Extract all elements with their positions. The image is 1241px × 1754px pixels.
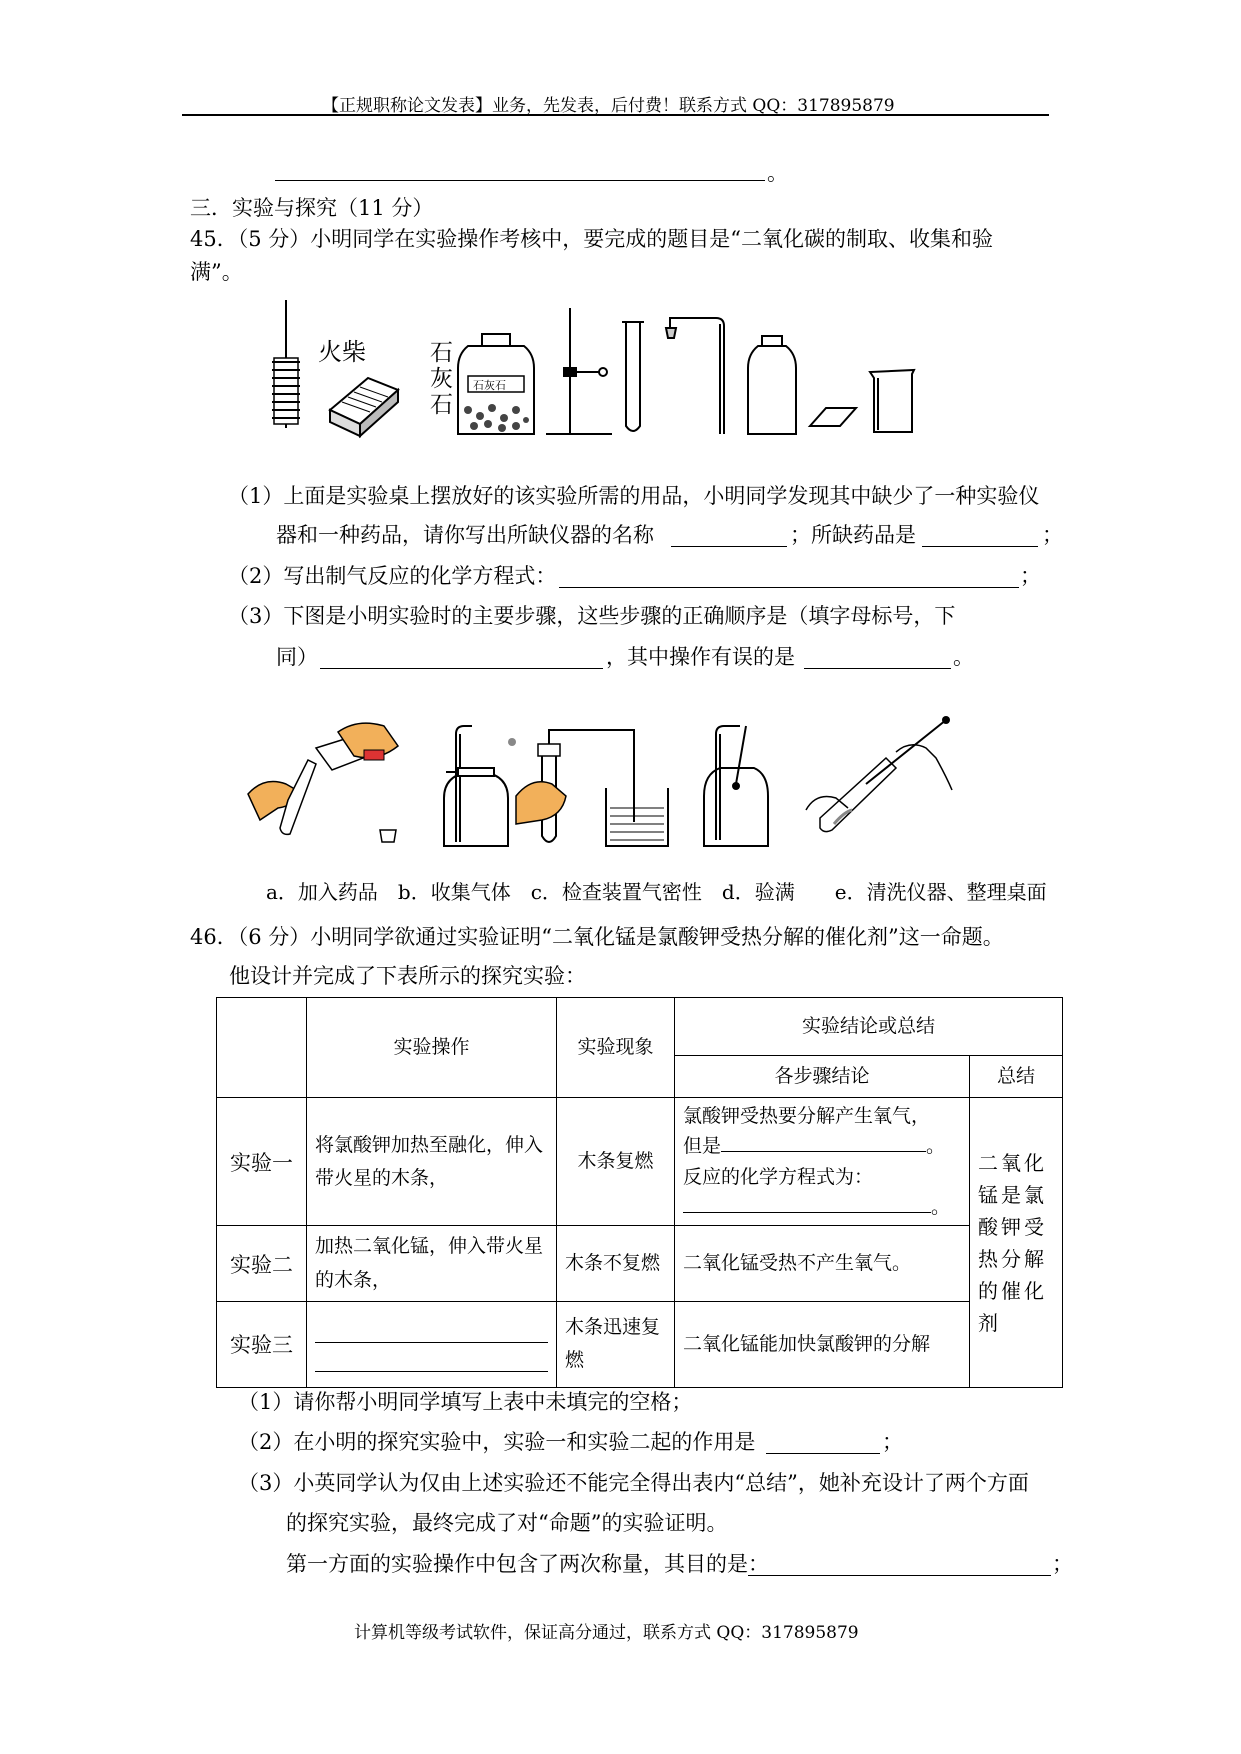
limestone-label-3: 石 xyxy=(430,392,453,418)
exp1-but-end: 。 xyxy=(926,1135,946,1158)
page-header: 【正规职称论文发表】业务，先发表，后付费！联系方式 QQ：317895879 xyxy=(322,96,895,116)
airtightness-check-illustration xyxy=(508,730,668,846)
exp1-conclusion-line4 xyxy=(683,1192,961,1222)
exp1-operation: 将氯酸钾加热至融化，伸入带火星的木条， xyxy=(307,1098,557,1226)
page-footer: 计算机等级考试软件，保证高分通过，联系方式 QQ：317895879 xyxy=(354,1623,859,1643)
hand-icon-3 xyxy=(516,782,566,824)
matchbox-icon xyxy=(318,338,398,436)
checking-full-illustration xyxy=(704,726,768,846)
exp3-conclusion: 二氧化锰能加快氯酸钾的分解 xyxy=(675,1301,970,1387)
q45-p1-line2-a: 器和一种药品，请你写出所缺仪器的名称 xyxy=(276,523,654,547)
col-header-step-conclusion: 各步骤结论 xyxy=(675,1056,970,1098)
weighing-purpose-blank[interactable] xyxy=(748,1575,1051,1576)
prev-end-mark: 。 xyxy=(767,161,788,185)
exp1-conclusion-line3: 反应的化学方程式为： xyxy=(683,1165,874,1188)
beaker-icon xyxy=(870,370,914,432)
exp1-conclusion-line2 xyxy=(683,1131,961,1161)
q45-p1-line2-b: ；所缺药品是 xyxy=(790,523,916,547)
q46-intro-line2: 他设计并完成了下表所示的探究实验： xyxy=(229,964,586,988)
equation-blank[interactable] xyxy=(559,587,1019,588)
exp3-operation xyxy=(307,1301,557,1387)
col-header-summary: 总结 xyxy=(970,1056,1063,1098)
delivery-tube-icon xyxy=(666,318,724,434)
gas-bottle-icon xyxy=(748,336,796,434)
hand-icon-5 xyxy=(896,745,952,790)
col-header-conclusion: 实验结论或总结 xyxy=(675,998,1063,1056)
limestone-label-2: 灰 xyxy=(430,366,453,392)
exp1-equation-end: 。 xyxy=(931,1196,951,1219)
q46-p3-line2: 的探究实验，最终完成了对“命题”的实验证明。 xyxy=(286,1511,728,1535)
q45-intro-line2: 满”。 xyxy=(190,260,243,284)
row-label-exp3: 实验三 xyxy=(217,1301,307,1387)
reagent-jar-icon xyxy=(458,334,534,434)
table-row xyxy=(217,1301,1063,1387)
test-tube-brush-icon xyxy=(272,300,300,428)
table-corner-cell xyxy=(217,998,307,1098)
q46-p3-line3: 第一方面的实验操作中包含了两次称量，其目的是： xyxy=(286,1552,769,1576)
adding-reagent-illustration xyxy=(248,723,398,842)
q45-p1-line2-end: ； xyxy=(1042,523,1063,547)
steps-figure xyxy=(246,712,1066,854)
limestone-label-1: 石 xyxy=(430,340,453,366)
header-rule xyxy=(182,114,1049,116)
role-blank[interactable] xyxy=(766,1453,880,1454)
exp3-operation-blank-2[interactable] xyxy=(315,1345,548,1372)
q46-p3-end: ； xyxy=(1052,1552,1073,1576)
exp1-but-blank[interactable] xyxy=(721,1131,926,1152)
q45-intro-line1: 45．（5 分）小明同学在实验操作考核中，要完成的题目是“二氧化碳的制取、收集和验 xyxy=(190,227,993,251)
exp1-conclusion xyxy=(675,1098,970,1226)
experiment-table xyxy=(216,997,1063,1388)
q45-p2-end: ； xyxy=(1020,564,1041,588)
q45-p3-line2-b: ，其中操作有误的是 xyxy=(606,645,795,669)
collecting-gas-illustration xyxy=(444,726,508,846)
col-header-phenomenon: 实验现象 xyxy=(557,998,675,1098)
section-title: 三．实验与探究（11 分） xyxy=(190,196,434,220)
summary-cell: 二氧化锰是氯酸钾受热分解的催化剂 xyxy=(970,1098,1063,1388)
order-blank[interactable] xyxy=(320,668,603,669)
row-label-exp1: 实验一 xyxy=(217,1098,307,1226)
but-text: 但是 xyxy=(683,1135,722,1158)
q46-intro-line1: 46．（6 分）小明同学欲通过实验证明“二氧化锰是氯酸钾受热分解的催化剂”这一命题。 xyxy=(190,925,1004,949)
exp1-conclusion-line1: 氯酸钾受热要分解产生氧气， xyxy=(683,1104,931,1127)
jar-label: 石灰石 xyxy=(473,379,506,392)
apparatus-figure xyxy=(250,298,980,443)
table-row xyxy=(217,1098,1063,1226)
exp1-equation-blank[interactable] xyxy=(683,1192,931,1213)
stopper-icon xyxy=(380,830,396,842)
test-tube-icon xyxy=(622,322,644,431)
q46-p2: （2）在小明的探究实验中，实验一和实验二起的作用是 xyxy=(238,1430,756,1454)
matches-label: 火柴 xyxy=(318,338,366,366)
q45-p3-line1: （3）下图是小明实验时的主要步骤，这些步骤的正确顺序是（填字母标号，下 xyxy=(228,604,956,628)
step-labels: a．加入药品 b．收集气体 c．检查装置气密性 d．验满 e．清洗仪器、整理桌面 xyxy=(266,880,1047,904)
exp2-operation: 加热二氧化锰，伸入带火星的木条， xyxy=(307,1226,557,1302)
q45-p3-line2-end: 。 xyxy=(953,645,974,669)
table-row xyxy=(217,1226,1063,1302)
cleaning-illustration xyxy=(806,716,952,832)
exp2-phenomenon: 木条不复燃 xyxy=(557,1226,675,1302)
q45-p1-line1: （1）上面是实验桌上摆放好的该实验所需的用品，小明同学发现其中缺少了一种实验仪 xyxy=(228,484,1040,508)
col-header-operation: 实验操作 xyxy=(307,998,557,1098)
glass-plate-icon xyxy=(810,408,856,426)
q45-p2: （2）写出制气反应的化学方程式： xyxy=(228,564,557,588)
q46-p3-line1: （3）小英同学认为仅由上述实验还不能完全得出表内“总结”，她补充设计了两个方面 xyxy=(238,1471,1029,1495)
exp3-operation-blank-1[interactable] xyxy=(315,1316,548,1343)
q46-p2-end: ； xyxy=(882,1430,903,1454)
q45-p3-line2-a: 同） xyxy=(276,645,318,669)
iron-stand-icon xyxy=(546,308,612,434)
wrong-step-blank[interactable] xyxy=(804,668,951,669)
beaker-icon-2 xyxy=(606,788,668,846)
answer-line-prev xyxy=(275,180,765,181)
exp2-conclusion: 二氧化锰受热不产生氧气。 xyxy=(675,1226,970,1302)
q46-p1: （1）请你帮小明同学填写上表中未填完的空格； xyxy=(238,1390,693,1414)
missing-reagent-blank[interactable] xyxy=(922,546,1038,547)
exp3-phenomenon: 木条迅速复 燃 xyxy=(557,1301,675,1387)
exp1-phenomenon: 木条复燃 xyxy=(557,1098,675,1226)
missing-instrument-blank[interactable] xyxy=(671,546,787,547)
row-label-exp2: 实验二 xyxy=(217,1226,307,1302)
